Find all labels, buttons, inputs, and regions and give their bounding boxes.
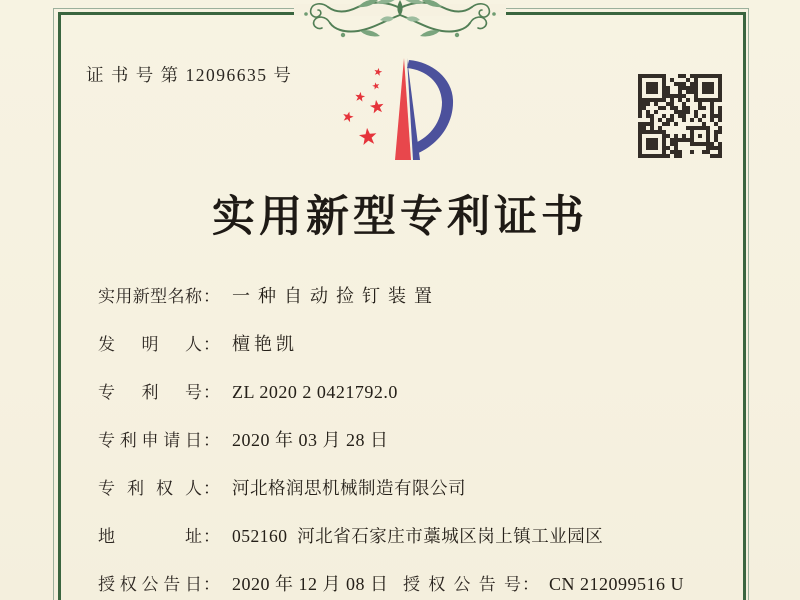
grant-date-label: 授 权 公 告 日 (98, 575, 202, 594)
field-label: 发 明 人 (98, 335, 202, 354)
top-flourish-ornament (286, 0, 514, 44)
grant-date-value: 2020 年 12 月 08 日 (232, 574, 389, 594)
field-value: 一种自动捡钉装置 (232, 286, 440, 306)
certificate-number: 证 书 号 第 12096635 号 (86, 65, 293, 85)
field-colon: ： (203, 287, 220, 306)
grant-number-label: 授 权 公 告 号 (403, 575, 521, 594)
field-colon: ： (203, 431, 220, 450)
field-colon: ： (203, 527, 220, 546)
field-label: 专 利 申 请 日 (98, 431, 202, 450)
field-row-grant-info (98, 570, 748, 600)
field-value: 河北格润思机械制造有限公司 (232, 478, 466, 498)
field-row-utility-model-name (98, 282, 748, 330)
field-row-address (98, 522, 748, 570)
field-value: 檀艳凯 (232, 334, 298, 354)
grant-number-group (403, 570, 684, 595)
field-colon: ： (203, 335, 220, 354)
field-colon: ： (203, 383, 220, 402)
five-stars-icon (342, 67, 385, 145)
field-label: 实 用 新 型 名 称 (98, 287, 202, 306)
qr-code (636, 72, 724, 160)
field-value: 052160 河北省石家庄市藁城区岗上镇工业园区 (232, 526, 604, 546)
field-row-filing-date (98, 426, 748, 474)
field-colon: ： (522, 575, 539, 594)
field-value: ZL 2020 2 0421792.0 (232, 382, 398, 402)
grant-date-group (98, 570, 389, 596)
field-colon: ： (203, 575, 220, 594)
field-label: 专 利 号 (98, 383, 202, 402)
field-label: 地 址 (98, 527, 202, 546)
field-row-patent-number (98, 378, 748, 426)
field-row-patentee (98, 474, 748, 522)
grant-number-value: CN 212099516 U (549, 574, 685, 594)
certificate-fields (98, 282, 748, 600)
cnipa-patent-logo-icon (340, 52, 458, 164)
field-row-inventor (98, 330, 748, 378)
certificate-title: 实用新型专利证书 (212, 194, 588, 241)
field-colon: ： (203, 479, 220, 498)
field-label: 专 利 权 人 (98, 479, 202, 498)
field-value: 2020 年 03 月 28 日 (232, 430, 389, 450)
